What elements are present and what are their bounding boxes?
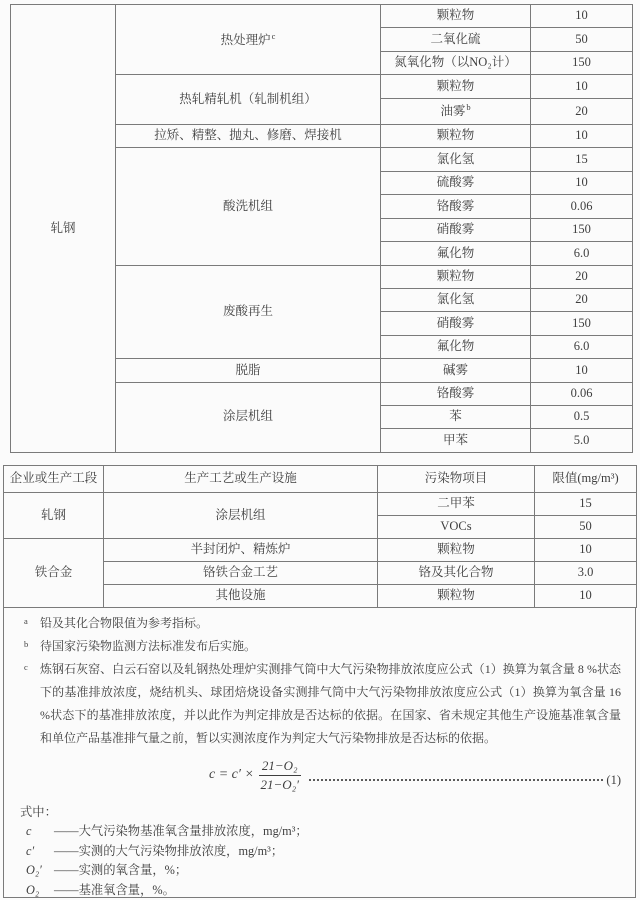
pollutant-cell — [378, 539, 535, 562]
limit-cell — [531, 28, 633, 51]
limit-cell — [531, 171, 633, 194]
limit-cell — [531, 359, 633, 382]
limit-cell-label: 50 — [579, 519, 592, 534]
limit-cell-label: 15 — [579, 496, 592, 511]
pollutant-cell-label: 二甲苯 — [437, 496, 475, 511]
equipment-cell-label: 涂层机组 — [222, 409, 273, 424]
limit-cell — [531, 335, 633, 358]
equipment-cell-label: 脱脂 — [235, 362, 261, 377]
definition-description: ——基准氧含量，%。 — [54, 882, 175, 897]
pollutant-cell — [381, 98, 531, 124]
equipment-cell-label: 拉矫、精整、抛丸、修磨、焊接机 — [154, 128, 342, 143]
process-cell — [104, 493, 378, 539]
equipment-cell — [116, 382, 381, 452]
definition-item — [20, 881, 635, 899]
pollutant-cell-label: 颗粒物 — [436, 78, 475, 93]
pollutant-cell-label: 颗粒物 — [437, 542, 475, 557]
limit-cell-label: 10 — [575, 128, 588, 143]
limit-cell — [535, 585, 637, 608]
limit-cell — [531, 125, 633, 148]
formula-number: (1) — [606, 772, 621, 787]
pollutant-cell-label: 硝酸雾 — [436, 222, 475, 237]
limit-cell — [531, 98, 633, 124]
footnote-b — [4, 635, 635, 658]
pollutant-cell-label: 氯化氢 — [436, 292, 475, 307]
definition-symbol: c′ — [26, 843, 35, 858]
column-header-label: 限值(mg/m³) — [552, 471, 619, 486]
pollutant-cell-label: 氟化物 — [436, 245, 475, 260]
equipment-cell — [116, 265, 381, 359]
limit-cell-label: 150 — [572, 315, 591, 330]
pollutant-cell — [381, 51, 531, 74]
process-cell — [104, 585, 378, 608]
conversion-formula — [4, 754, 621, 796]
limit-cell-label: 150 — [572, 55, 591, 70]
table-row — [11, 5, 633, 28]
pollutant-cell — [381, 288, 531, 311]
limit-cell-label: 15 — [575, 151, 588, 166]
limit-cell-label: 10 — [575, 78, 588, 93]
footnote-marker: c — [24, 662, 28, 672]
company-cell-label: 铁合金 — [34, 565, 73, 580]
formula-lhs: c = c′ × — [209, 767, 254, 782]
limit-cell — [535, 562, 637, 585]
footnotes-list — [4, 612, 635, 750]
equipment-cell-label: 热轧精轧机（轧制机组） — [179, 91, 317, 106]
pollutant-cell — [381, 335, 531, 358]
pollutant-cell — [381, 242, 531, 265]
equipment-cell-label: 废酸再生 — [222, 304, 273, 319]
pollutant-cell-label: 铬酸雾 — [436, 198, 475, 213]
definition-description: ——大气污染物基准氧含量排放浓度，mg/m³； — [54, 824, 308, 838]
pollutant-cell — [381, 382, 531, 405]
pollutant-cell — [381, 265, 531, 288]
limit-cell — [531, 5, 633, 28]
limit-cell — [531, 75, 633, 98]
pollutant-cell — [378, 493, 535, 516]
limit-cell — [531, 242, 633, 265]
definition-symbol: O₂ — [26, 882, 40, 897]
limit-cell-label: 5.0 — [573, 432, 590, 447]
definition-description: ——实测的氧含量，%； — [54, 863, 188, 877]
equipment-cell — [116, 75, 381, 125]
definition-item — [20, 822, 635, 842]
footnote-text: 待国家污染物监测方法标准发布后实施。 — [40, 639, 257, 653]
limit-cell — [531, 265, 633, 288]
definition-description: ——实测的大气污染物排放浓度，mg/m³； — [54, 843, 284, 858]
limit-cell-label: 0.06 — [570, 198, 593, 213]
column-header — [104, 466, 378, 493]
limit-cell — [535, 516, 637, 539]
company-cell — [11, 5, 116, 453]
limit-cell-label: 3.0 — [577, 565, 594, 580]
formula-fraction — [259, 758, 301, 792]
footnote-marker: b — [24, 639, 29, 649]
definition-item — [20, 861, 635, 881]
process-cell-label: 半封闭炉、精炼炉 — [190, 542, 291, 557]
pollutant-cell-label: 颗粒物 — [436, 268, 475, 283]
limit-cell — [531, 288, 633, 311]
footnote-a — [4, 612, 635, 635]
limit-cell-label: 0.5 — [573, 409, 590, 424]
pollutant-cell-label: 颗粒物 — [436, 8, 475, 23]
limit-cell-label: 20 — [575, 103, 588, 118]
pollutant-cell-label: 硫酸雾 — [436, 175, 475, 190]
process-cell-label: 其他设施 — [215, 588, 266, 603]
pollutant-cell — [381, 148, 531, 171]
footnote-marker: a — [24, 616, 28, 626]
limit-cell-label: 0.06 — [570, 385, 593, 400]
limit-cell — [531, 405, 633, 428]
pollutant-cell-label: VOCs — [440, 519, 472, 534]
formula-denominator: 21−O₂′ — [260, 776, 299, 792]
process-cell-label: 涂层机组 — [215, 507, 266, 522]
pollutant-cell-label: 氮氧化物（以NO₂计） — [394, 55, 517, 70]
pollutant-cell — [378, 562, 535, 585]
pollutant-cell-label: 二氧化硫 — [430, 31, 481, 46]
limit-cell — [535, 539, 637, 562]
company-cell — [4, 493, 104, 539]
equipment-cell — [116, 148, 381, 265]
pollutant-cell-label: 甲苯 — [442, 432, 468, 447]
pollutant-cell-label: 油雾 — [440, 104, 466, 119]
pollutant-cell — [381, 125, 531, 148]
footnote-text: 炼钢石灰窑、白云石窑以及轧钢热处理炉实测排气筒中大气污染物排放浓度应公式（1）换算为氧含量 8 %状态下的基准排放浓度，烧结机头、球团焙烧设备实测排气筒中大气污染物排放浓度应公式（1）换算为氧含量 16 %状态下的基准排放浓度，并以此作为判定排放是否达标的依据。在国家、省未规定其他生产设施基准氧含量和单位产品基准排气量之前，暂以实测浓度作为判定大气污染物排放是否达标的依据。 — [40, 662, 621, 745]
limit-cell — [531, 148, 633, 171]
definition-symbol: c — [26, 824, 32, 838]
pollutant-cell-label: 铬及其化合物 — [418, 565, 494, 580]
footnote-c — [4, 658, 635, 750]
limit-cell — [535, 493, 637, 516]
definitions-list — [20, 822, 635, 898]
table-row — [4, 493, 637, 516]
footnote-marker-b: b — [466, 102, 471, 113]
process-cell — [104, 539, 378, 562]
table-row — [4, 539, 637, 562]
company-cell-label: 轧钢 — [40, 507, 66, 522]
pollutant-cell-label: 氟化物 — [436, 339, 475, 354]
limit-cell-label: 150 — [572, 222, 591, 237]
pollutant-cell — [381, 75, 531, 98]
formula-definitions — [20, 802, 635, 898]
equipment-cell-label: 酸洗机组 — [222, 198, 273, 213]
pollutant-cell — [381, 195, 531, 218]
definition-symbol: O₂′ — [26, 863, 42, 877]
limit-cell-label: 20 — [575, 268, 588, 283]
column-header — [535, 466, 637, 493]
company-cell-label: 轧钢 — [50, 220, 76, 235]
column-header-label: 企业或生产工段 — [9, 471, 98, 486]
equipment-cell-label: 热处理炉 — [220, 32, 271, 47]
limit-cell — [531, 312, 633, 335]
pollutant-cell-label: 碱雾 — [442, 362, 468, 377]
definition-item — [20, 842, 635, 862]
limit-cell — [531, 382, 633, 405]
limit-cell-label: 10 — [579, 588, 592, 603]
pollutant-cell-label: 颗粒物 — [436, 128, 475, 143]
limit-cell-label: 20 — [575, 292, 588, 307]
pollutant-cell — [381, 171, 531, 194]
column-header — [378, 466, 535, 493]
definitions-intro: 式中： — [20, 805, 57, 819]
column-header — [4, 466, 104, 493]
formula-numerator: 21−O₂ — [259, 758, 301, 776]
footnote-marker-c: c — [271, 30, 276, 41]
limit-cell-label: 10 — [579, 542, 592, 557]
limit-cell-label: 10 — [575, 8, 588, 23]
equipment-cell — [116, 5, 381, 75]
pollutant-cell-label: 苯 — [449, 409, 462, 424]
table-row — [4, 466, 637, 493]
limit-cell-label: 10 — [575, 175, 588, 190]
column-header-label: 污染物项目 — [424, 471, 488, 486]
limit-cell-label: 50 — [575, 31, 588, 46]
limit-cell-label: 6.0 — [573, 245, 590, 260]
pollutant-cell — [381, 5, 531, 28]
emission-limits-table — [3, 465, 637, 608]
pollutant-cell — [381, 405, 531, 428]
pollutant-cell — [381, 28, 531, 51]
limit-cell — [531, 429, 633, 453]
emission-limits-table-continued — [10, 4, 633, 453]
limit-cell-label: 6.0 — [573, 339, 590, 354]
pollutant-cell-label: 铬酸雾 — [436, 385, 475, 400]
limit-cell-label: 10 — [575, 362, 588, 377]
limit-cell — [531, 195, 633, 218]
column-header-label: 生产工艺或生产设施 — [184, 471, 297, 486]
limit-cell — [531, 51, 633, 74]
dotted-leader — [309, 779, 604, 781]
process-cell — [104, 562, 378, 585]
company-cell — [4, 539, 104, 608]
process-cell-label: 铬铁合金工艺 — [202, 565, 278, 580]
pollutant-cell — [381, 359, 531, 382]
footnote-text: 铅及其化合物限值为参考指标。 — [40, 616, 209, 630]
pollutant-cell — [381, 218, 531, 241]
pollutant-cell-label: 硝酸雾 — [436, 315, 475, 330]
pollutant-cell-label: 颗粒物 — [437, 588, 475, 603]
footnotes-box — [3, 607, 636, 898]
equipment-cell — [116, 125, 381, 148]
pollutant-cell-label: 氯化氢 — [436, 151, 475, 166]
pollutant-cell — [381, 429, 531, 453]
pollutant-cell — [381, 312, 531, 335]
equipment-cell — [116, 359, 381, 382]
pollutant-cell — [378, 516, 535, 539]
pollutant-cell — [378, 585, 535, 608]
limit-cell — [531, 218, 633, 241]
